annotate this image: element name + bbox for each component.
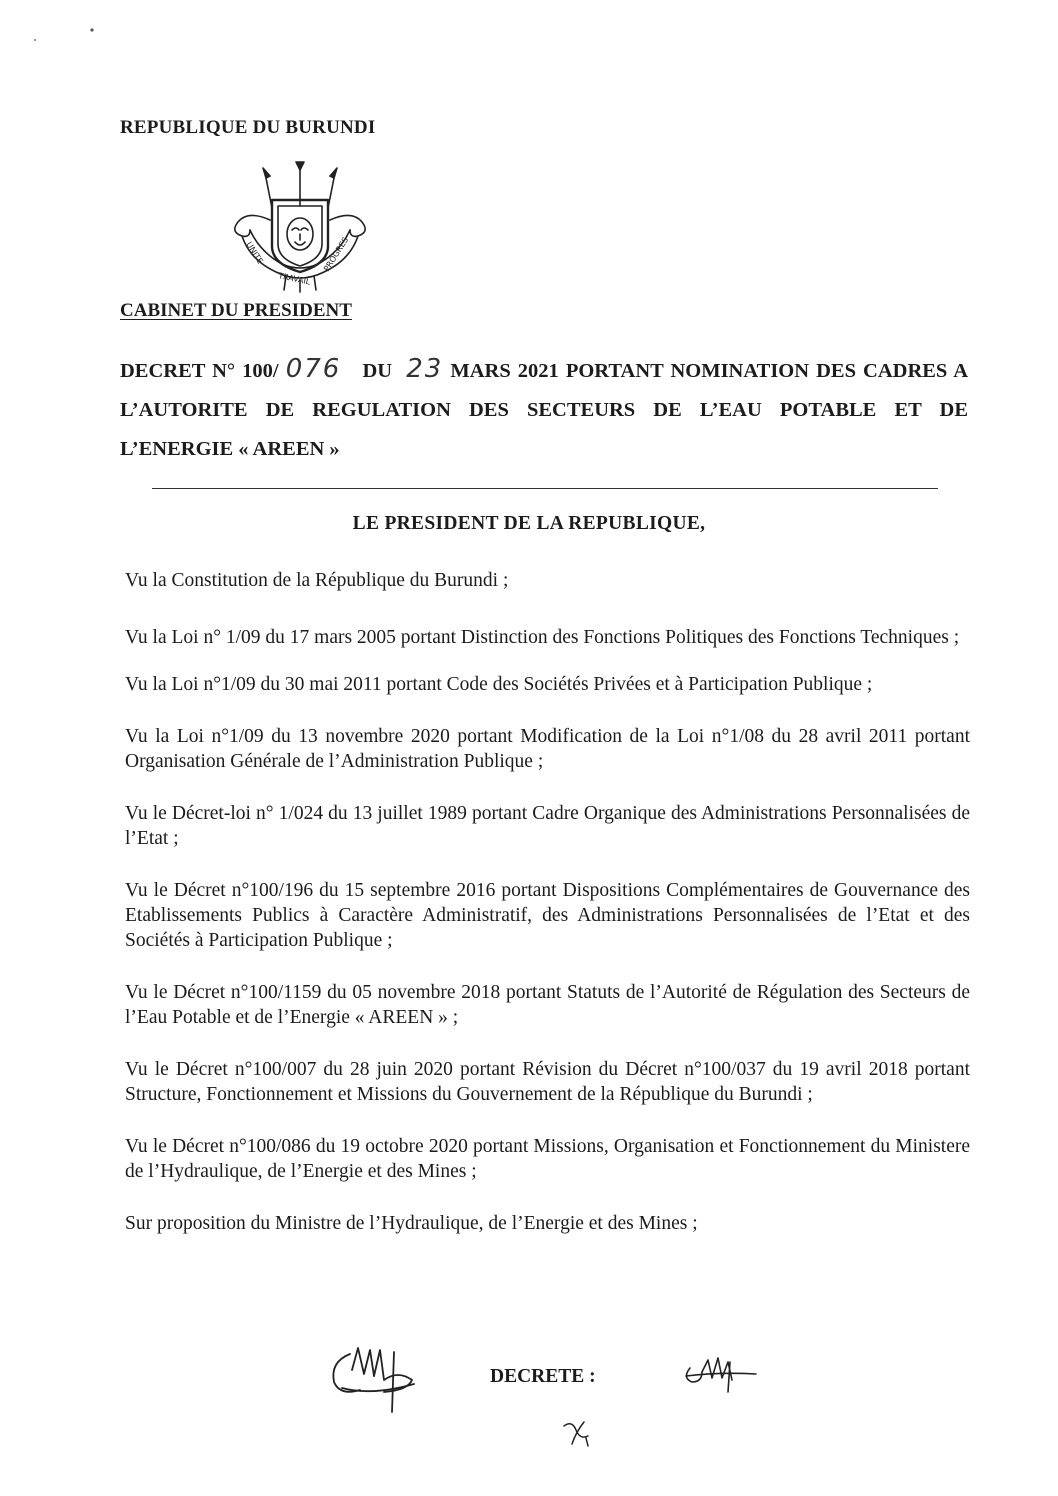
decree-title-du: DU <box>362 360 393 382</box>
handwritten-initials-left <box>322 1340 422 1420</box>
visa-list <box>125 568 970 1263</box>
handwritten-decree-number: 076 <box>285 354 342 384</box>
motto-unite: UNITE <box>244 240 265 266</box>
visa-paragraph: Vu la Loi n° 1/09 du 17 mars 2005 portant Distinction des Fonctions Politiques des Fonctions Techniques ; <box>125 627 960 648</box>
title-divider <box>152 488 938 489</box>
republic-heading: REPUBLIQUE DU BURUNDI <box>120 117 376 138</box>
visa-paragraph: Vu le Décret n°100/007 du 28 juin 2020 portant Révision du Décret n°100/037 du 19 avril 2018 portant Structure, Fonctionnement et Missions du Gouvernement de la République du Burundi ; <box>125 1059 970 1105</box>
visa-paragraph: Vu le Décret n°100/086 du 19 octobre 2020 portant Missions, Organisation et Fonctionnement du Ministere de l’Hydraulique, de l’Energie et des Mines ; <box>125 1136 970 1182</box>
cabinet-heading: CABINET DU PRESIDENT <box>120 300 352 321</box>
visa-paragraph: Vu la Loi n°1/09 du 13 novembre 2020 portant Modification de la Loi n°1/08 du 28 avril 2011 portant Organisation Générale de l’Administration Publique ; <box>125 726 970 772</box>
decrete-heading: DECRETE : <box>490 1366 596 1387</box>
visa-paragraph: Vu la Constitution de la République du Burundi ; <box>125 570 509 591</box>
handwritten-mark <box>558 1416 598 1450</box>
handwritten-initials-right <box>680 1348 760 1398</box>
scan-specks <box>0 0 1058 60</box>
decree-title-prefix: DECRET N° 100/ <box>120 360 279 382</box>
coat-of-arms-emblem <box>220 160 380 300</box>
handwritten-day: 23 <box>406 354 444 384</box>
visa-paragraph: Vu le Décret-loi n° 1/024 du 13 juillet 1989 portant Cadre Organique des Administrations Personnalisées de l’Etat ; <box>125 803 970 849</box>
visa-paragraph: Vu le Décret n°100/1159 du 05 novembre 2018 portant Statuts de l’Autorité de Régulation des Secteurs de l’Eau Potable et de l’Energie « AREEN » ; <box>125 982 970 1028</box>
motto-progres: PROGRES <box>322 235 351 274</box>
visa-paragraph: Vu la Loi n°1/09 du 30 mai 2011 portant Code des Sociétés Privées et à Participation Publique ; <box>125 674 873 695</box>
decree-title <box>120 350 968 469</box>
decree-title-rest: MARS 2021 PORTANT NOMINATION DES CADRES A L’AUTORITE DE REGULATION DES SECTEURS DE L’EAU POTABLE ET DE L’ENERGIE « AREEN » <box>120 360 969 460</box>
visa-paragraph: Sur proposition du Ministre de l’Hydraulique, de l’Energie et des Mines ; <box>125 1213 698 1234</box>
visa-paragraph: Vu le Décret n°100/196 du 15 septembre 2016 portant Dispositions Complémentaires de Gouvernance des Etablissements Publics à Caractère Administratif, des Administrations Personnalisées de l’Etat et des Sociétés à Participation Publique ; <box>125 880 970 951</box>
president-heading: LE PRESIDENT DE LA REPUBLIQUE, <box>352 513 706 534</box>
motto-travail: TRAVAIL <box>277 271 312 287</box>
